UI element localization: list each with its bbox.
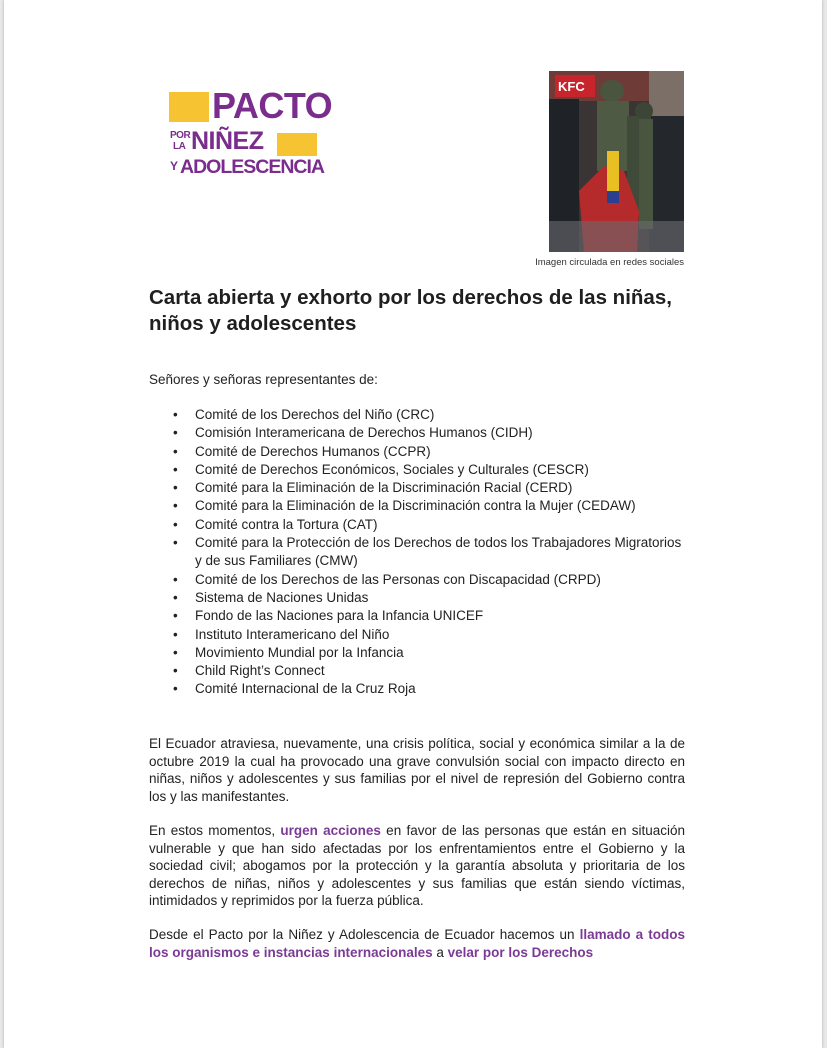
logo-adolescencia-text: ADOLESCENCIA bbox=[180, 156, 325, 178]
logo-por-text: POR bbox=[170, 130, 191, 141]
kfc-sign: KFC bbox=[558, 79, 585, 94]
list-item: • Fondo de las Naciones para la Infancia UNICEF bbox=[149, 607, 689, 625]
list-item: • Comité Internacional de la Cruz Roja bbox=[149, 680, 689, 698]
paragraph-text: Desde el Pacto por la Niñez y Adolescencia de Ecuador hacemos un bbox=[149, 927, 580, 942]
list-item: • Instituto Interamericano del Niño bbox=[149, 626, 689, 644]
pacto-logo bbox=[167, 85, 333, 180]
list-item: • Comité para la Eliminación de la Discriminación Racial (CERD) bbox=[149, 479, 689, 497]
list-item: • Child Right’s Connect bbox=[149, 662, 689, 680]
paragraph-urgent-actions bbox=[149, 822, 685, 910]
paragraph-text: En estos momentos, bbox=[149, 823, 281, 838]
list-item: • Comisión Interamericana de Derechos Humanos (CIDH) bbox=[149, 424, 689, 442]
highlight-velar: velar por los Derechos bbox=[447, 944, 594, 960]
list-item: • Movimiento Mundial por la Infancia bbox=[149, 644, 689, 662]
list-item: • Comité para la Protección de los Derechos de todos los Trabajadores Migratorios y de sus Familiares (CMW) bbox=[149, 534, 689, 571]
logo-square-bottom bbox=[277, 133, 317, 156]
list-item: • Comité de Derechos Humanos (CCPR) bbox=[149, 443, 689, 461]
list-item: • Comité de Derechos Económicos, Sociales y Culturales (CESCR) bbox=[149, 461, 689, 479]
list-item: • Comité de los Derechos de las Personas con Discapacidad (CRPD) bbox=[149, 571, 689, 589]
photo-caption: Imagen circulada en redes sociales bbox=[535, 257, 684, 268]
organizations-list bbox=[149, 406, 689, 699]
logo-y-text: Y bbox=[170, 159, 178, 173]
highlight-llamado: llamado a todos los organismos e instancias internacionales bbox=[149, 927, 685, 960]
list-item: • Comité contra la Tortura (CAT) bbox=[149, 516, 689, 534]
logo-square-top bbox=[169, 92, 209, 122]
protest-photo bbox=[549, 71, 684, 252]
logo-pacto-text: PACTO bbox=[212, 85, 333, 126]
logo-ninez-text: NIÑEZ bbox=[191, 127, 264, 155]
paragraph-call bbox=[149, 926, 685, 961]
logo-la-text: LA bbox=[173, 141, 186, 152]
list-item: • Comité de los Derechos del Niño (CRC) bbox=[149, 406, 689, 424]
paragraph-text: a bbox=[432, 944, 448, 960]
list-item: • Sistema de Naciones Unidas bbox=[149, 589, 689, 607]
document-page bbox=[4, 0, 822, 1048]
salutation: Señores y señoras representantes de: bbox=[149, 372, 378, 387]
highlight-urgen-acciones: urgen acciones bbox=[280, 823, 381, 838]
paragraph-crisis: El Ecuador atraviesa, nuevamente, una crisis política, social y económica similar a la de octubre 2019 la cual ha provocado una grave convulsión social con impacto directo en niñas, niños y adolescentes y sus familias por el nivel de represión del Gobierno contra los y las manifestantes. bbox=[149, 736, 685, 804]
protest-photo-illustration bbox=[549, 71, 684, 252]
list-item: • Comité para la Eliminación de la Discriminación contra la Mujer (CEDAW) bbox=[149, 497, 689, 515]
letter-title: Carta abierta y exhorto por los derechos de las niñas, niños y adolescentes bbox=[149, 286, 672, 335]
paragraph-text: en favor de las personas que están en situación vulnerable y que han sido afectadas por los enfrentamientos entre el Gobierno y la sociedad civil; abogamos por la protección y la garantía absoluta y prioritaria de los derechos de niñas, niños y adolescentes y sus familias que están siendo víctimas, intimidados y reprimidos por la fuerza pública. bbox=[149, 823, 685, 909]
